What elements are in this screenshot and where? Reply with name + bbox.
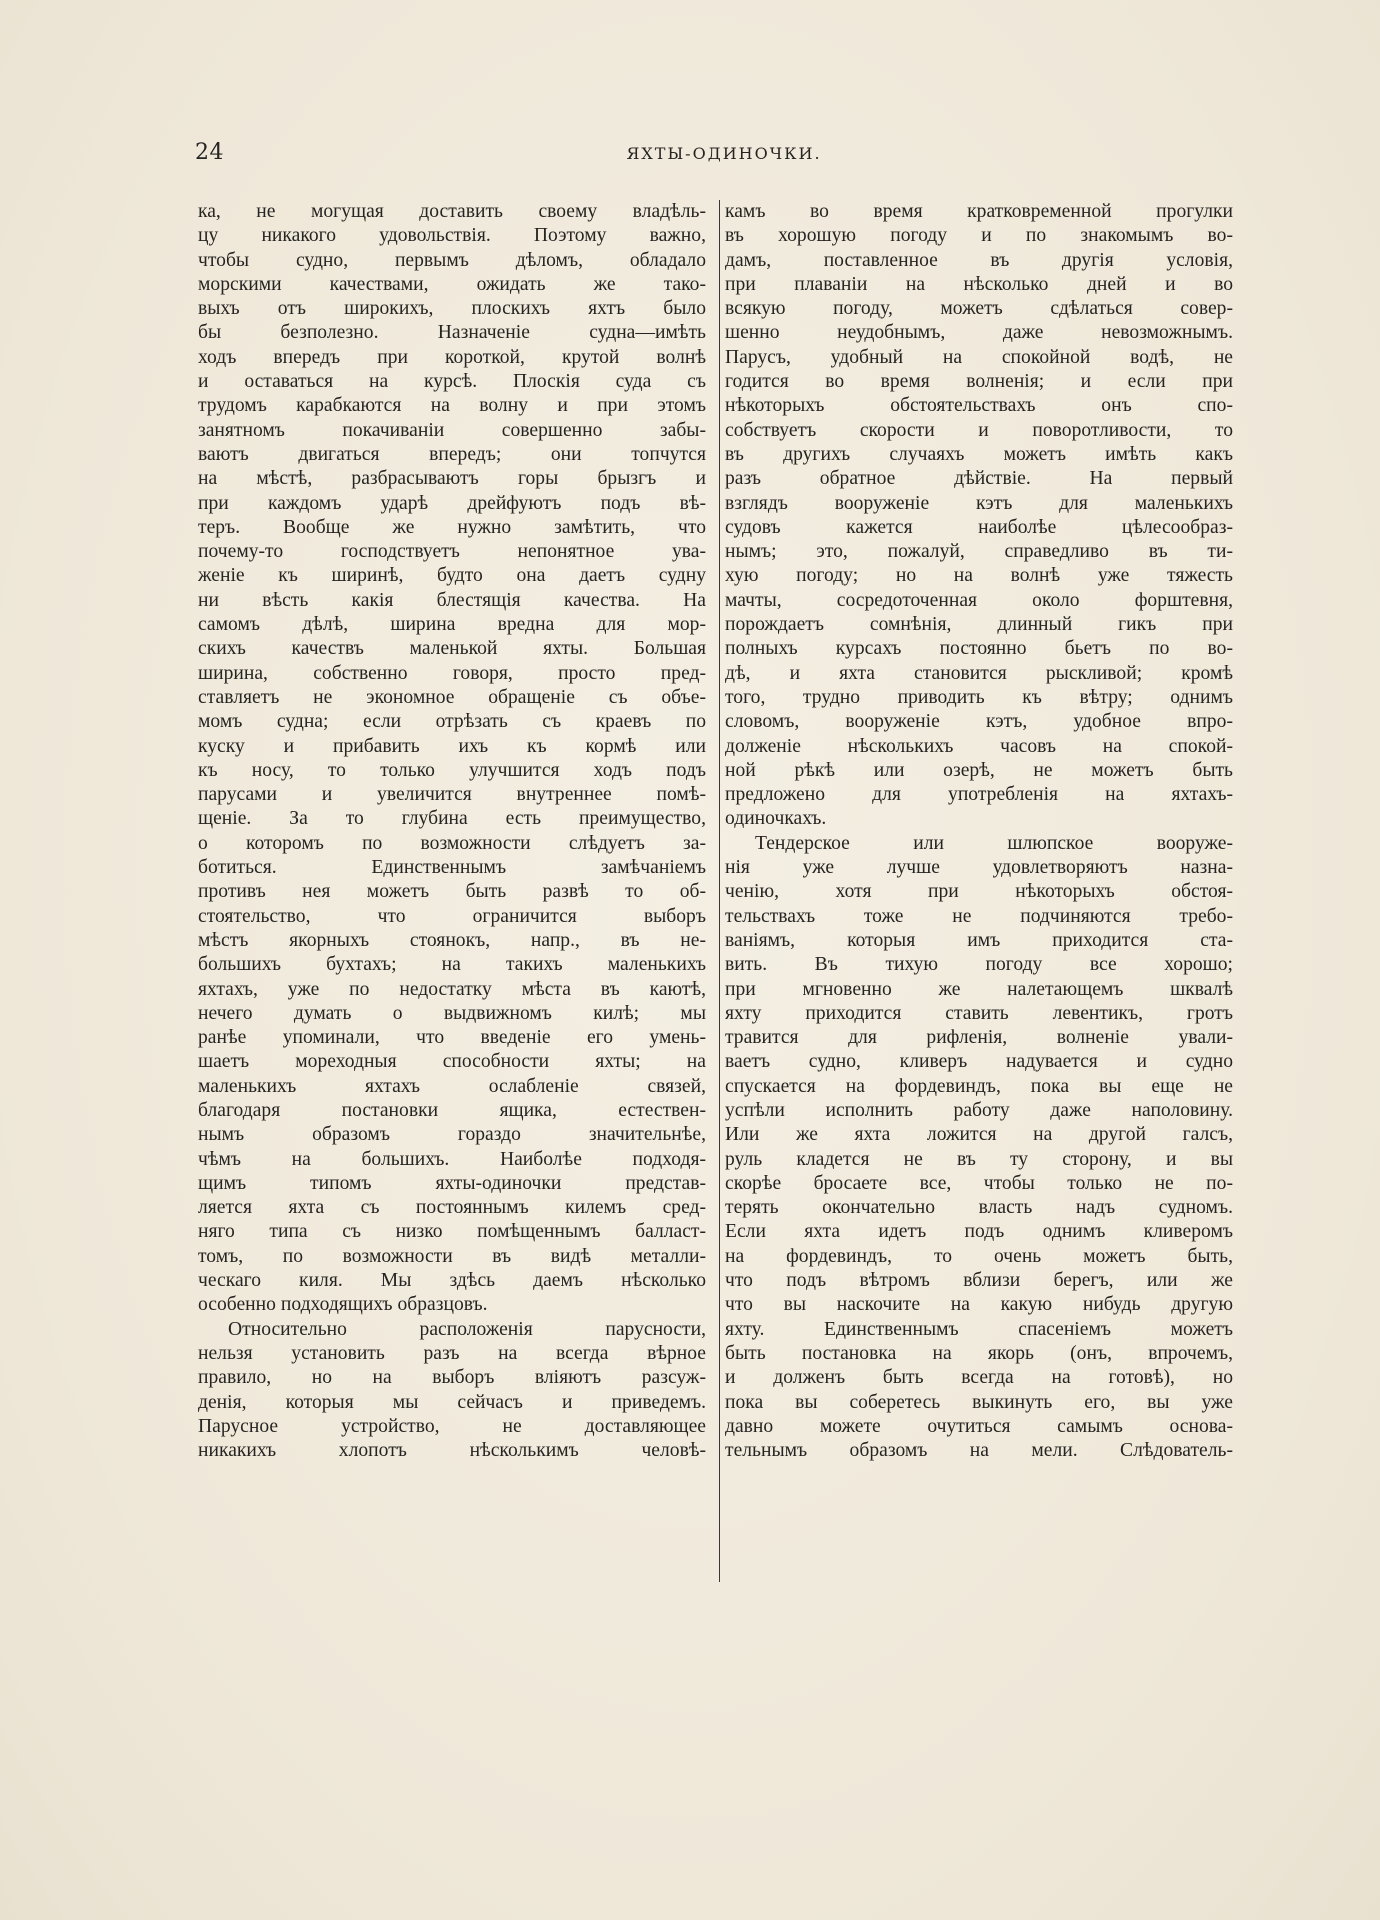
- right-column: [725, 200, 1233, 1463]
- text-line: чѣмъ на большихъ. Наиболѣе подходя-: [198, 1148, 706, 1170]
- text-line: разъ обратное дѣйствіе. На первый: [725, 468, 1233, 490]
- text-line: къ носу, то только улучшится ходъ подъ: [198, 759, 706, 781]
- text-line: благодаря постановки ящика, естествен-: [198, 1099, 706, 1121]
- text-line: порождаетъ сомнѣнія, длинный гикъ при: [725, 614, 1233, 636]
- text-line: Или же яхта ложится на другой галсъ,: [725, 1124, 1233, 1146]
- text-line: того, трудно приводить къ вѣтру; однимъ: [725, 686, 1233, 708]
- text-line: тельствахъ тоже не подчиняются требо-: [725, 905, 1233, 927]
- text-line: ширина, собственно говоря, просто пред-: [198, 662, 706, 684]
- text-line: шенно неудобнымъ, даже невозможнымъ.: [725, 322, 1233, 344]
- text-line: нѣкоторыхъ обстоятельствахъ онъ спо-: [725, 395, 1233, 417]
- text-line: терять окончательно власть надъ судномъ.: [725, 1197, 1233, 1219]
- text-line: ходъ впередъ при короткой, крутой волнѣ: [198, 346, 706, 368]
- text-line: особенно подходящихъ образцовъ.: [198, 1294, 488, 1316]
- text-line: яхтахъ, уже по недостатку мѣста въ каютѣ,: [198, 978, 706, 1000]
- text-line: ваютъ двигаться впередъ; они топчутся: [198, 443, 706, 465]
- text-line: щеніе. За то глубина есть преимущество,: [198, 808, 706, 830]
- text-line: няго типа съ низко помѣщеннымъ балласт-: [198, 1221, 706, 1243]
- text-line: долженіе нѣсколькихъ часовъ на спокой-: [725, 735, 1233, 757]
- text-line: судовъ кажется наиболѣе цѣлесообраз-: [725, 516, 1233, 538]
- text-line: ной рѣкѣ или озерѣ, не можетъ быть: [725, 759, 1233, 781]
- text-line: при плаваніи на нѣсколько дней и во: [725, 273, 1233, 295]
- text-line: на мѣстѣ, разбрасываютъ горы брызгъ и: [198, 468, 706, 490]
- text-line: чтобы судно, первымъ дѣломъ, обладало: [198, 249, 706, 271]
- text-line: при каждомъ ударѣ дрейфуютъ подъ вѣ-: [198, 492, 706, 514]
- text-line: яхту. Единственнымъ спасеніемъ можетъ: [725, 1318, 1233, 1340]
- text-line: въ другихъ случаяхъ можетъ имѣть какъ: [725, 443, 1233, 465]
- text-line: на фордевиндъ, то очень можетъ быть,: [725, 1245, 1233, 1267]
- text-line: и оставаться на курсѣ. Плоскія суда съ: [198, 371, 706, 393]
- page-number: 24: [195, 140, 224, 165]
- text-line: пока вы соберетесь выкинуть его, вы уже: [725, 1391, 1233, 1413]
- text-line: камъ во время кратковременной прогулки: [725, 201, 1233, 222]
- text-line: скихъ качествъ маленькой яхты. Большая: [198, 638, 706, 660]
- text-line: нымъ образомъ гораздо значительнѣе,: [198, 1124, 706, 1146]
- text-line: томъ, по возможности въ видѣ металли-: [198, 1245, 706, 1267]
- text-line: большихъ бухтахъ; на такихъ маленькихъ: [198, 954, 706, 976]
- text-line: бы безполезно. Назначеніе судна—имѣть: [198, 322, 706, 344]
- text-line: полныхъ курсахъ постоянно бьетъ по во-: [725, 638, 1233, 660]
- text-line: Относительно расположенія парусности,: [228, 1318, 706, 1340]
- text-line: щимъ типомъ яхты-одиночки представ-: [198, 1172, 706, 1194]
- text-line: цу никакого удовольствія. Поэтому важно,: [198, 225, 706, 247]
- text-line: Если яхта идетъ подъ однимъ кливеромъ: [725, 1221, 1233, 1243]
- text-line: что подъ вѣтромъ вблизи берегъ, или же: [725, 1270, 1233, 1292]
- text-line: мѣстъ якорныхъ стоянокъ, напр., въ не-: [198, 929, 706, 951]
- text-line: противъ нея можетъ быть развѣ то об-: [198, 881, 706, 903]
- text-line: почему-то господствуетъ непонятное ува-: [198, 541, 706, 563]
- text-line: давно можете очутиться самымъ основа-: [725, 1415, 1233, 1437]
- text-line: мачты, сосредоточенная около форштевня,: [725, 589, 1233, 611]
- text-line: денія, которыя мы сейчасъ и приведемъ.: [198, 1391, 706, 1413]
- text-line: и долженъ быть всегда на готовѣ), но: [725, 1367, 1233, 1389]
- text-line: вить. Въ тихую погоду все хорошо;: [725, 954, 1233, 976]
- text-line: куску и прибавить ихъ къ кормѣ или: [198, 735, 706, 757]
- left-column: [198, 200, 706, 1463]
- text-line: тельнымъ образомъ на мели. Слѣдователь-: [725, 1440, 1233, 1462]
- text-line: въ хорошую погоду и по знакомымъ во-: [725, 225, 1233, 247]
- text-line: о которомъ по возможности слѣдуетъ за-: [198, 832, 706, 854]
- running-title: ЯХТЫ-ОДИНОЧКИ.: [626, 144, 822, 163]
- text-line: травится для рифленія, волненіе ували-: [725, 1027, 1233, 1049]
- text-line: собствуетъ скорости и поворотливости, то: [725, 419, 1233, 441]
- text-line: ранѣе упоминали, что введеніе его умень-: [198, 1027, 706, 1049]
- text-line: никакихъ хлопотъ нѣсколькимъ человѣ-: [198, 1440, 706, 1462]
- text-line: годится во время волненія; и если при: [725, 371, 1233, 393]
- text-line: трудомъ карабкаются на волну и при этомъ: [198, 395, 706, 417]
- text-line: при мгновенно же налетающемъ шквалѣ: [725, 978, 1233, 1000]
- text-line: занятномъ покачиваніи совершенно забы-: [198, 419, 706, 441]
- text-line: морскими качествами, ожидать же тако-: [198, 273, 706, 295]
- text-line: дамъ, поставленное въ другія условія,: [725, 249, 1233, 271]
- text-line: хую погоду; но на волнѣ уже тяжесть: [725, 565, 1233, 587]
- text-line: Парусъ, удобный на спокойной водѣ, не: [725, 346, 1233, 368]
- text-line: женіе къ ширинѣ, будто она даетъ судну: [198, 565, 706, 587]
- page-header: [195, 140, 1253, 174]
- text-line: руль кладется не въ ту сторону, и вы: [725, 1148, 1233, 1170]
- text-line: маленькихъ яхтахъ ослабленіе связей,: [198, 1075, 706, 1097]
- text-line: шаетъ мореходныя способности яхты; на: [198, 1051, 706, 1073]
- text-line: словомъ, вооруженіе кэтъ, удобное впро-: [725, 711, 1233, 733]
- text-line: ческаго киля. Мы здѣсь даемъ нѣсколько: [198, 1270, 706, 1292]
- text-line: нія уже лучше удовлетворяютъ назна-: [725, 857, 1233, 879]
- text-line: успѣли исполнить работу даже наполовину.: [725, 1099, 1233, 1121]
- text-line: теръ. Вообще же нужно замѣтить, что: [198, 516, 706, 538]
- text-line: Парусное устройство, не доставляющее: [198, 1415, 706, 1437]
- text-line: спускается на фордевиндъ, пока вы еще не: [725, 1075, 1233, 1097]
- text-line: предложено для употребленія на яхтахъ-: [725, 784, 1233, 806]
- text-line: самомъ дѣлѣ, ширина вредна для мор-: [198, 614, 706, 636]
- text-line: нельзя установить разъ на всегда вѣрное: [198, 1342, 706, 1364]
- text-line: одиночкахъ.: [725, 808, 827, 830]
- text-line: выхъ отъ широкихъ, плоскихъ яхтъ было: [198, 298, 706, 320]
- text-line: взглядъ вооруженіе кэтъ для маленькихъ: [725, 492, 1233, 514]
- text-line: яхту приходится ставить левентикъ, гротъ: [725, 1002, 1233, 1024]
- text-line: ляется яхта съ постояннымъ килемъ сред-: [198, 1197, 706, 1219]
- text-line: быть постановка на якорь (онъ, впрочемъ,: [725, 1342, 1233, 1364]
- text-line: дѣ, и яхта становится рыскливой; кромѣ: [725, 662, 1233, 684]
- text-line: правило, но на выборъ вліяютъ разсуж-: [198, 1367, 706, 1389]
- column-divider: [719, 200, 720, 1582]
- text-line: скорѣе бросаете все, чтобы только не по-: [725, 1172, 1233, 1194]
- text-line: ни вѣсть какія блестящія качества. На: [198, 589, 706, 611]
- text-line: ботиться. Единственнымъ замѣчаніемъ: [198, 857, 706, 879]
- text-line: ваетъ судно, кливеръ надувается и судно: [725, 1051, 1233, 1073]
- text-line: нечего думать о выдвижномъ килѣ; мы: [198, 1002, 706, 1024]
- text-line: парусами и увеличится внутреннее помѣ-: [198, 784, 706, 806]
- text-line: Тендерское или шлюпское вооруже-: [755, 832, 1233, 854]
- text-line: что вы наскочите на какую нибудь другую: [725, 1294, 1233, 1316]
- text-line: ваніямъ, которыя имъ приходится ста-: [725, 929, 1233, 951]
- text-line: момъ судна; если отрѣзать съ краевъ по: [198, 711, 706, 733]
- text-line: ченію, хотя при нѣкоторыхъ обстоя-: [725, 881, 1233, 903]
- text-line: стоятельство, что ограничится выборъ: [198, 905, 706, 927]
- text-line: ставляетъ не экономное обращеніе съ объе-: [198, 686, 706, 708]
- text-line: нымъ; это, пожалуй, справедливо въ ти-: [725, 541, 1233, 563]
- text-line: ка, не могущая доставить своему владѣль-: [198, 201, 706, 222]
- text-line: всякую погоду, можетъ сдѣлаться совер-: [725, 298, 1233, 320]
